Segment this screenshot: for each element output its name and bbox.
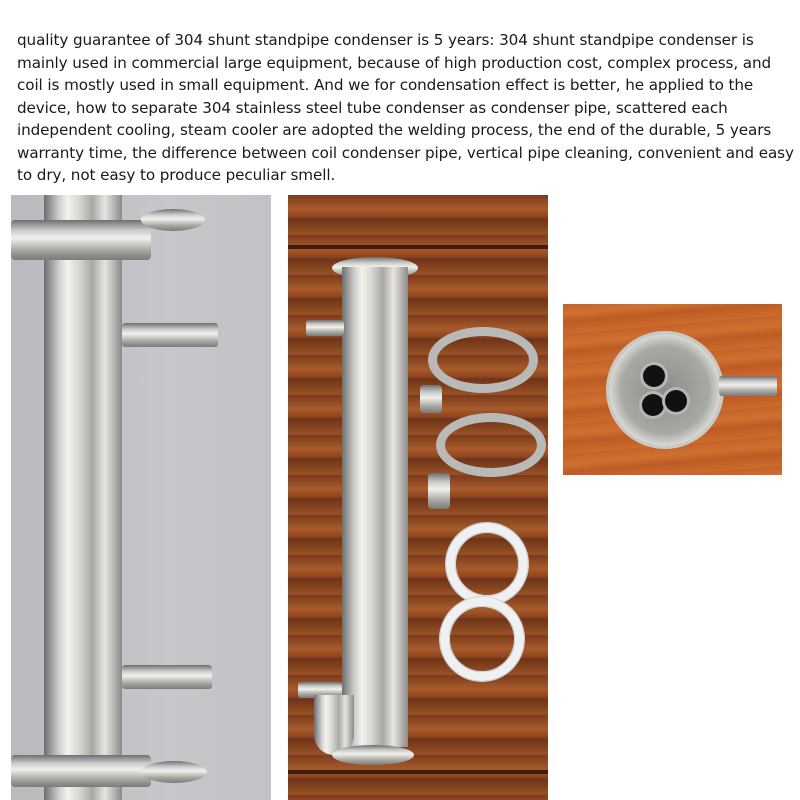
clamp-2-wing-nut <box>428 473 450 509</box>
top-clamp <box>11 220 151 260</box>
upper-hose-barb <box>122 323 218 347</box>
product-photo-kit <box>288 195 548 800</box>
inner-tube-hole <box>643 365 665 387</box>
gasket-2 <box>440 597 524 681</box>
product-description: quality guarantee of 304 shunt standpipe condenser is 5 years: 304 shunt standpipe condenser is mainly used in commercial large equipment, because of high production cost, complex process, and coil is mostly used in small equipment. And we for condensation effect is better, he applied to the device, how to separate 304 stainless steel tube condenser as condenser pipe, scattered each independent cooling, steam cooler are adopted the welding process, the end of the durable, 5 years warranty time, the difference between coil condenser pipe, vertical pipe cleaning, convenient and easy to dry, not easy to produce peculiar smell. <box>17 31 794 185</box>
clamp-wing-nut-top <box>141 209 205 231</box>
condenser-tube <box>342 267 408 747</box>
inner-tube-hole <box>665 390 687 412</box>
product-photo-top-view <box>563 304 782 475</box>
clamp-1-wing-nut <box>420 385 442 413</box>
bottom-clamp <box>11 755 151 787</box>
upper-hose-barb <box>306 320 344 336</box>
clamp-wing-nut-bottom <box>141 761 207 783</box>
condenser-tube <box>44 195 122 800</box>
bottom-flange <box>332 745 414 765</box>
condenser-opening <box>609 334 721 446</box>
product-photo-closeup <box>11 195 271 800</box>
side-hose-barb <box>719 376 777 396</box>
wood-groove <box>288 245 548 249</box>
clamp-1 <box>428 327 538 393</box>
gasket-1 <box>446 523 528 605</box>
lower-hose-barb <box>122 665 212 689</box>
clamp-2 <box>436 413 546 477</box>
wood-groove <box>288 770 548 774</box>
inner-tube-hole <box>642 394 664 416</box>
